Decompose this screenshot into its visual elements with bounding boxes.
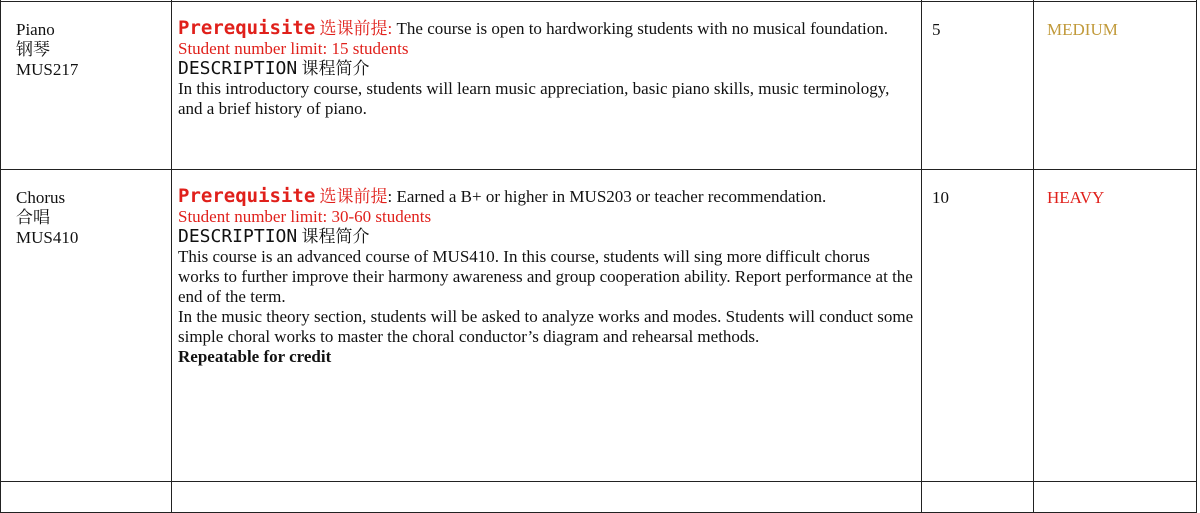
prerequisite-label: Prerequisite <box>178 185 316 207</box>
table-cell <box>172 482 922 513</box>
course-name-en: Piano <box>16 20 55 39</box>
description-label-cn: 课程简介 <box>301 59 370 78</box>
student-limit: Student number limit: 30-60 students <box>178 207 432 226</box>
course-name-en: Chorus <box>16 188 66 207</box>
description-heading <box>178 227 915 247</box>
credits-value: 5 <box>932 20 941 39</box>
description-label-cn: 课程简介 <box>301 227 370 246</box>
course-name-cell <box>1 170 172 482</box>
description-label: DESCRIPTION <box>178 226 298 247</box>
description-paragraph: This course is an advanced course of MUS410. In this course, students will sing more difficult chorus works to further improve their harmony awareness and group cooperation ability. Report performance at the end of the term. <box>178 247 913 306</box>
prerequisite-text: The course is open to hardworking students with no musical foundation. <box>392 19 889 38</box>
prerequisite-label-cn: 选课前提: <box>319 19 393 38</box>
description-heading <box>178 59 915 79</box>
credits-cell <box>922 2 1034 170</box>
description-label: DESCRIPTION <box>178 58 298 79</box>
description-paragraph: In the music theory section, students will be asked to analyze works and modes. Students will conduct some simple choral works to master the choral conductor’s diagram and rehearsal methods. <box>178 307 914 346</box>
table-row <box>1 170 1197 482</box>
table-row <box>1 2 1197 170</box>
repeatable-note: Repeatable for credit <box>178 347 332 366</box>
course-code: MUS217 <box>16 60 79 79</box>
table-cell <box>922 482 1034 513</box>
prerequisite-label: Prerequisite <box>178 17 316 39</box>
workload-value: MEDIUM <box>1047 20 1118 39</box>
workload-cell <box>1034 170 1197 482</box>
description-paragraph: In this introductory course, students will learn music appreciation, basic piano skills, music terminology, and a brief history of piano. <box>178 79 890 118</box>
course-code: MUS410 <box>16 228 79 247</box>
table-cell <box>1 482 172 513</box>
credits-value: 10 <box>932 188 949 207</box>
student-limit: Student number limit: 15 students <box>178 39 409 58</box>
course-description-cell <box>172 2 922 170</box>
prerequisite-label-cn: 选课前提 <box>319 187 388 206</box>
course-name-cn: 合唱 <box>16 208 50 227</box>
course-name-cn: 钢琴 <box>16 40 50 59</box>
course-name-cell <box>1 2 172 170</box>
workload-cell <box>1034 2 1197 170</box>
credits-cell <box>922 170 1034 482</box>
prerequisite <box>178 186 915 207</box>
table-row <box>1 482 1197 513</box>
prerequisite-text: : Earned a B+ or higher in MUS203 or teacher recommendation. <box>387 187 827 206</box>
course-description-cell <box>172 170 922 482</box>
prerequisite <box>178 18 915 39</box>
workload-value: HEAVY <box>1047 188 1105 207</box>
table-cell <box>1034 482 1197 513</box>
